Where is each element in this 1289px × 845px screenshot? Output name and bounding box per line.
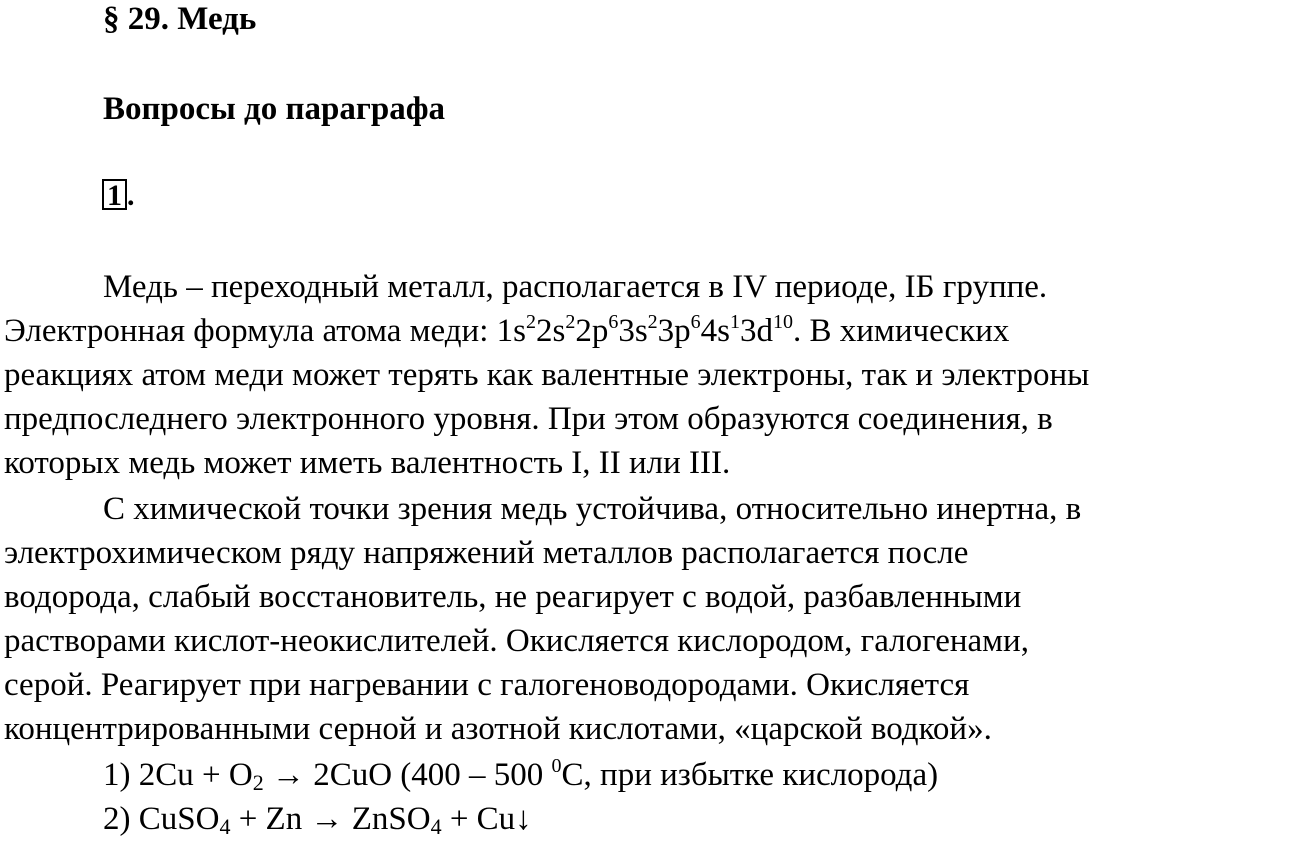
orbital-1-electrons: 2 <box>565 311 576 333</box>
paragraph2-line6: концентрированными серной и азотной кислотами, «царской водкой». <box>4 711 992 747</box>
orbital-2-electrons: 6 <box>608 311 619 333</box>
orbital-1: 2s <box>535 313 566 349</box>
reaction-1-prefix: 1) 2Cu + O <box>103 757 253 793</box>
reaction-1 <box>103 753 938 797</box>
orbital-2: 2p <box>575 313 609 349</box>
electron-config <box>497 313 793 349</box>
paragraph2-line2: электрохимическом ряду напряжений металлов располагается после <box>4 535 969 571</box>
orbital-6-electrons: 10 <box>773 311 794 333</box>
orbital-3-electrons: 2 <box>647 311 658 333</box>
orbital-5-electrons: 1 <box>730 311 741 333</box>
paragraph2-line4: растворами кислот-неокислителей. Окисляется кислородом, галогенами, <box>4 623 1029 659</box>
reaction-1-degree-superscript: 0 <box>551 755 562 777</box>
question-number <box>102 179 135 211</box>
reaction-1-o-subscript: 2 <box>252 770 264 795</box>
reaction-2-middle: + Zn → ZnSO <box>230 801 431 837</box>
reaction-2 <box>103 797 532 841</box>
orbital-4: 3p <box>657 313 691 349</box>
paragraph2-line5: серой. Реагирует при нагревании с галогеноводородами. Окисляется <box>4 667 970 703</box>
reaction-1-suffix: С, при избытке кислорода) <box>561 757 939 793</box>
paragraph1-line2 <box>4 309 1009 353</box>
orbital-5: 4s <box>700 313 731 349</box>
orbital-0-electrons: 2 <box>525 311 536 333</box>
orbital-3: 3s <box>618 313 648 349</box>
paragraph1-line3: реакциях атом меди может терять как валентные электроны, так и электроны <box>4 357 1090 393</box>
paragraph2-line3: водорода, слабый восстановитель, не реагирует с водой, разбавленными <box>4 579 1022 615</box>
question-number-dot: . <box>127 179 135 212</box>
section-title: § 29. Медь <box>103 1 257 37</box>
orbital-6: 3d <box>740 313 774 349</box>
paragraph1-line5: которых медь может иметь валентность I, II или III. <box>4 445 731 481</box>
reaction-2-suffix: + Cu↓ <box>441 801 532 837</box>
question-number-box: 1 <box>102 179 127 210</box>
reaction-1-middle: → 2CuO (400 – 500 <box>263 757 552 793</box>
reaction-2-subscript-1: 4 <box>219 814 231 839</box>
paragraph1-line2-suffix: . В химических <box>793 313 1010 349</box>
paragraph1-line1: Медь – переходный металл, располагается в IV периоде, IБ группе. <box>103 269 1048 305</box>
electron-formula-label: Электронная формула атома меди: <box>4 313 497 349</box>
questions-heading: Вопросы до параграфа <box>103 91 446 127</box>
paragraph1-line4: предпоследнего электронного уровня. При этом образуются соединения, в <box>4 401 1053 437</box>
paragraph2-line1: С химической точки зрения медь устойчива, относительно инертна, в <box>103 491 1082 527</box>
orbital-0: 1s <box>496 313 526 349</box>
reaction-2-subscript-2: 4 <box>430 814 442 839</box>
reaction-2-prefix: 2) CuSO <box>103 801 220 837</box>
orbital-4-electrons: 6 <box>690 311 701 333</box>
